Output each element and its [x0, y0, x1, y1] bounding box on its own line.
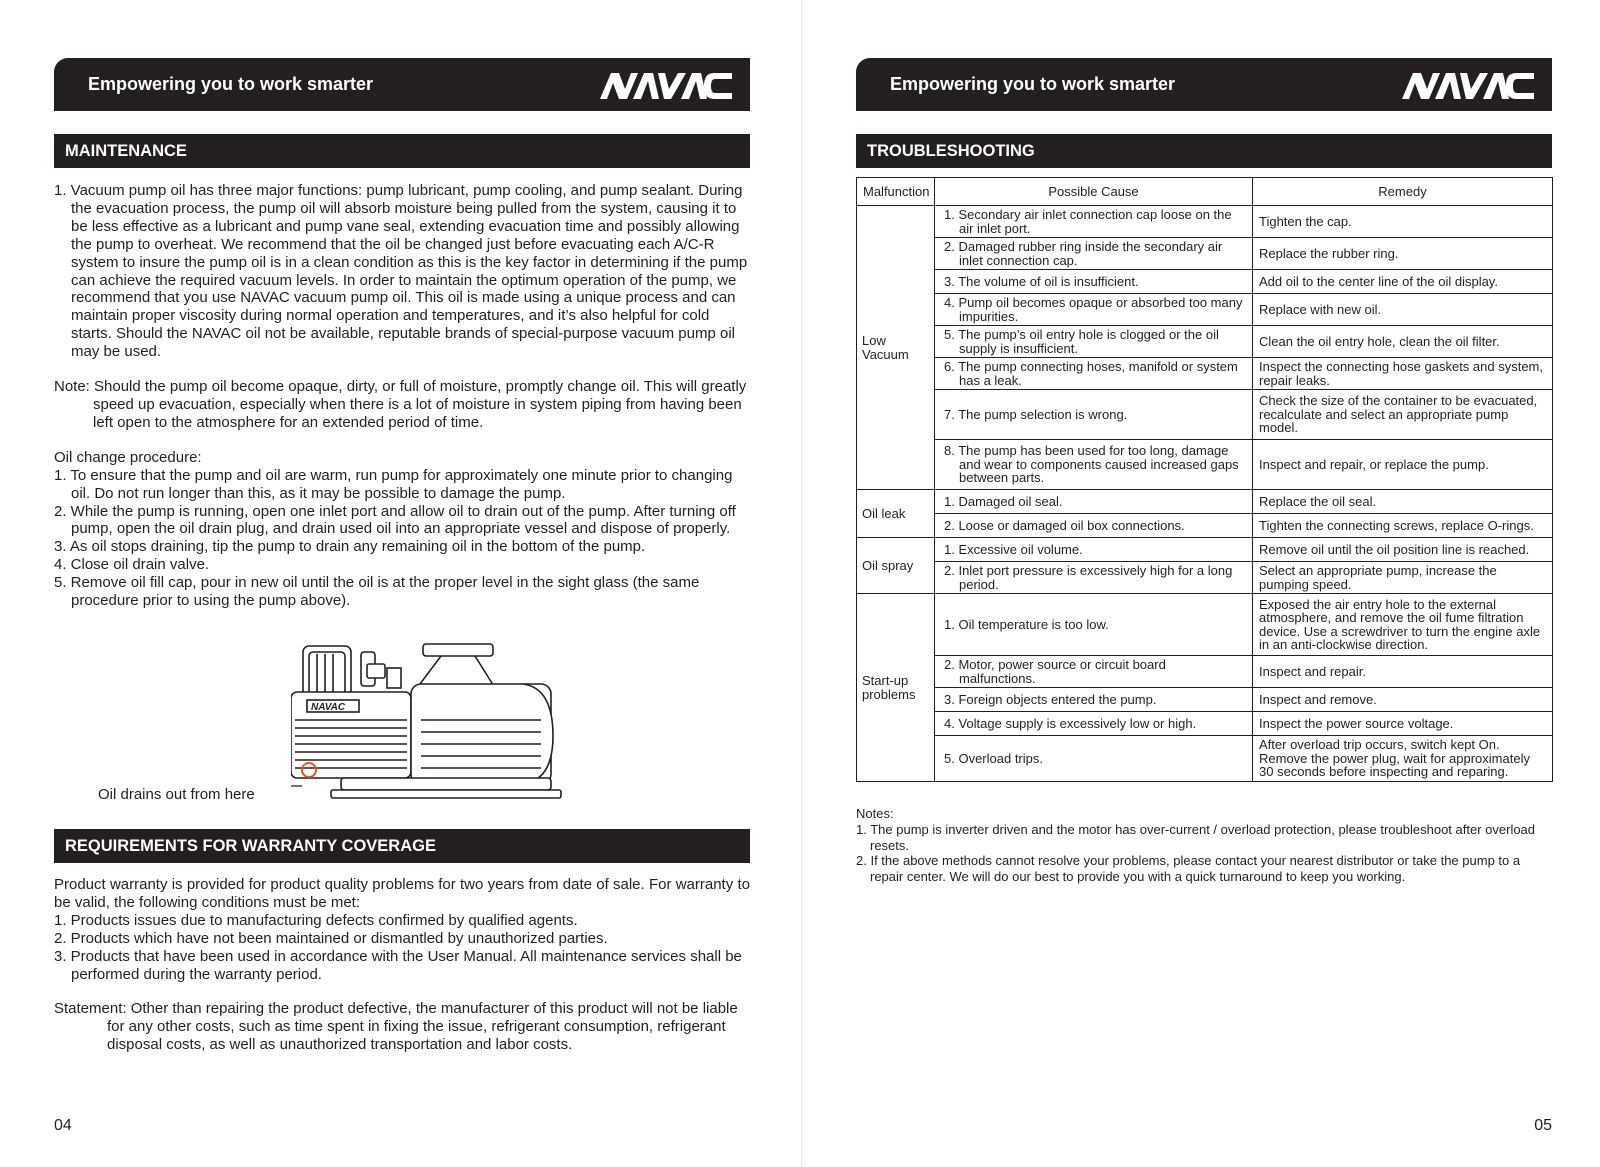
table-row — [857, 712, 1553, 736]
remedy-cell: Inspect the power source voltage. — [1253, 712, 1553, 736]
procedure-title: Oil change procedure: — [54, 448, 202, 466]
table-header-row — [857, 178, 1553, 206]
warranty-condition: 1. Products issues due to manufacturing defects confirmed by qualified agents. — [54, 911, 578, 929]
maintenance-note: Note: Should the pump oil become opaque, dirty, or full of moisture, promptly change oil. This will greatly speed up evacuation, especially when there is a lot of moisture in system piping from having been left open to the atmosphere for an extended period of time. — [54, 378, 747, 431]
maintenance-paragraph: 1. Vacuum pump oil has three major functions: pump lubricant, pump cooling, and pump sealant. During the evacuation process, the pump oil will absorb moisture being pulled from the system, causing it to be less effective as a lubricant and pump vane seal, extending evacuation time and possibly allowing the pump to overheat. We recommend that the oil be changed just before evacuating each A/C-R system to insure the pump oil is in a clean condition as this is the key factor in determining if the pump can achieve the required vacuum levels. In order to maintain the optimum operation of the pump, we recommend that you use NAVAC vacuum pump oil. This oil is made using a unique process and can maintain proper viscosity during normal operation and temperatures, and it’s also helpful for cold starts. Should the NAVAC oil not be available, reputable brands of special-purpose vacuum pump oil may be used. — [54, 182, 748, 361]
svg-text:NAVAC: NAVAC — [311, 702, 346, 713]
cause-text: 2. Motor, power source or circuit board malfunctions. — [944, 657, 1166, 686]
malfunction-cell: Low Vacuum — [857, 206, 935, 490]
remedy-cell: Inspect and repair, or replace the pump. — [1253, 440, 1553, 490]
procedure-step: 5. Remove oil fill cap, pour in new oil until the oil is at the proper level in the sight glass (the same procedure prior to using the pump above). — [54, 574, 700, 610]
note-item: 1. The pump is inverter driven and the motor has over-current / overload protection, please troubleshoot after overload resets. — [856, 821, 1536, 853]
table-row — [857, 594, 1553, 656]
cause-cell — [935, 712, 1253, 736]
cause-cell — [935, 270, 1253, 294]
procedure-step: 3. As oil stops draining, tip the pump to drain any remaining oil in the bottom of the pump. — [54, 538, 646, 556]
cause-text: 1. Oil temperature is too low. — [944, 616, 1109, 632]
troubleshooting-title: TROUBLESHOOTING — [856, 134, 1552, 168]
remedy-cell: Exposed the air entry hole to the external atmosphere, and remove the oil fume filtration device. Use a screwdriver to turn the engine axle in an anti-clockwise direction. — [1253, 594, 1553, 656]
table-row — [857, 206, 1553, 238]
header-tagline: Empowering you to work smarter — [890, 74, 1176, 94]
cause-cell — [935, 538, 1253, 562]
note-item: 2. If the above methods cannot resolve your problems, please contact your nearest distributor or take the pump to a repair center. We will do our best to provide you with a quick turnaround to keep you working. — [856, 853, 1521, 885]
malfunction-cell: Oil leak — [857, 490, 935, 538]
cause-cell — [935, 514, 1253, 538]
cause-cell — [935, 688, 1253, 712]
cause-text: 8. The pump has been used for too long, damage and wear to components caused increased gaps between parts. — [944, 443, 1239, 486]
cause-cell — [935, 440, 1253, 490]
remedy-cell: Inspect and repair. — [1253, 656, 1553, 688]
cause-text: 2. Damaged rubber ring inside the secondary air inlet connection cap. — [944, 239, 1223, 268]
table-row — [857, 538, 1553, 562]
warranty-body — [54, 876, 750, 1054]
cause-text: 1. Excessive oil volume. — [944, 541, 1083, 557]
maintenance-body — [54, 182, 750, 610]
table-row — [857, 326, 1553, 358]
remedy-cell: Select an appropriate pump, increase the pumping speed. — [1253, 562, 1553, 594]
page-number: 05 — [1534, 1117, 1552, 1134]
cause-text: 7. The pump selection is wrong. — [944, 406, 1128, 422]
page-header — [856, 58, 1552, 111]
cause-text: 5. The pump’s oil entry hole is clogged or the oil supply is insufficient. — [944, 327, 1219, 356]
table-row — [857, 294, 1553, 326]
warranty-title: REQUIREMENTS FOR WARRANTY COVERAGE — [54, 829, 750, 863]
page-divider — [801, 0, 802, 1167]
cause-cell — [935, 294, 1253, 326]
cause-text: 2. Inlet port pressure is excessively high for a long period. — [944, 563, 1233, 592]
cause-text: 4. Voltage supply is excessively low or high. — [944, 715, 1197, 731]
figure-caption: Oil drains out from here — [98, 786, 255, 803]
cause-text: 5. Overload trips. — [944, 750, 1043, 766]
remedy-cell: Tighten the cap. — [1253, 206, 1553, 238]
vacuum-pump-illustration — [291, 640, 567, 806]
warranty-intro: Product warranty is provided for product quality problems for two years from date of sale. For warranty to be valid, the following conditions must be met: — [54, 876, 750, 911]
cause-cell — [935, 594, 1253, 656]
cause-cell — [935, 562, 1253, 594]
table-row — [857, 390, 1553, 440]
remedy-cell: Inspect and remove. — [1253, 688, 1553, 712]
cause-text: 3. The volume of oil is insufficient. — [944, 273, 1139, 289]
cause-cell — [935, 490, 1253, 514]
page-header — [54, 58, 750, 111]
remedy-cell: Replace with new oil. — [1253, 294, 1553, 326]
table-row — [857, 656, 1553, 688]
cause-cell — [935, 736, 1253, 782]
warranty-statement: Statement: Other than repairing the product defective, the manufacturer of this product will not be liable for any other costs, such as time spent in fixing the issue, refrigerant consumption, refrigerant disposal costs, as well as unauthorized transportation and labor costs. — [54, 1000, 738, 1054]
warranty-condition: 3. Products that have been used in accordance with the User Manual. All maintenance services shall be performed during the warranty period. — [54, 947, 742, 983]
table-row — [857, 490, 1553, 514]
procedure-step: 4. Close oil drain valve. — [54, 556, 210, 574]
table-row — [857, 358, 1553, 390]
procedure-step: 1. To ensure that the pump and oil are warm, run pump for approximately one minute prior to changing oil. Do not run longer than this, as it may be possible to damage the pump. — [54, 466, 733, 502]
troubleshooting-table — [856, 177, 1553, 782]
remedy-cell: Check the size of the container to be evacuated, recalculate and select an appropriate pump model. — [1253, 390, 1553, 440]
cause-text: 1. Damaged oil seal. — [944, 493, 1063, 509]
cause-cell — [935, 238, 1253, 270]
cause-text: 2. Loose or damaged oil box connections. — [944, 517, 1185, 533]
remedy-cell: Replace the oil seal. — [1253, 490, 1553, 514]
cause-cell — [935, 326, 1253, 358]
table-row — [857, 514, 1553, 538]
warranty-condition: 2. Products which have not been maintained or dismantled by unauthorized parties. — [54, 929, 608, 947]
cause-text: 4. Pump oil becomes opaque or absorbed too many impurities. — [944, 295, 1243, 324]
troubleshooting-notes — [856, 806, 1552, 885]
table-row — [857, 562, 1553, 594]
table-row — [857, 238, 1553, 270]
notes-title: Notes: — [856, 806, 894, 821]
header-tagline: Empowering you to work smarter — [88, 74, 374, 94]
table-row — [857, 270, 1553, 294]
navac-logo — [1400, 69, 1536, 101]
page-number: 04 — [54, 1117, 72, 1134]
table-body — [857, 206, 1553, 782]
procedure-step: 2. While the pump is running, open one inlet port and allow oil to drain out of the pump. After turning off pump, open the oil drain plug, and drain used oil into an appropriate vessel and dispose of properly. — [54, 502, 736, 538]
remedy-cell: After overload trip occurs, switch kept On. Remove the power plug, wait for approximately 30 seconds before inspecting and reparing. — [1253, 736, 1553, 782]
remedy-cell: Add oil to the center line of the oil display. — [1253, 270, 1553, 294]
cause-cell — [935, 206, 1253, 238]
remedy-cell: Clean the oil entry hole, clean the oil filter. — [1253, 326, 1553, 358]
column-header: Malfunction — [857, 178, 935, 206]
remedy-cell: Remove oil until the oil position line is reached. — [1253, 538, 1553, 562]
cause-cell — [935, 390, 1253, 440]
column-header: Possible Cause — [935, 178, 1253, 206]
navac-logo — [598, 69, 734, 101]
cause-cell — [935, 656, 1253, 688]
remedy-cell: Replace the rubber ring. — [1253, 238, 1553, 270]
column-header: Remedy — [1253, 178, 1553, 206]
cause-cell — [935, 358, 1253, 390]
maintenance-title: MAINTENANCE — [54, 134, 750, 168]
table-row — [857, 736, 1553, 782]
malfunction-cell: Oil spray — [857, 538, 935, 594]
malfunction-cell: Start-up problems — [857, 594, 935, 782]
cause-text: 3. Foreign objects entered the pump. — [944, 691, 1157, 707]
cause-text: 6. The pump connecting hoses, manifold or system has a leak. — [944, 359, 1238, 388]
remedy-cell: Inspect the connecting hose gaskets and system, repair leaks. — [1253, 358, 1553, 390]
table-row — [857, 688, 1553, 712]
remedy-cell: Tighten the connecting screws, replace O-rings. — [1253, 514, 1553, 538]
cause-text: 1. Secondary air inlet connection cap loose on the air inlet port. — [944, 207, 1232, 236]
table-row — [857, 440, 1553, 490]
